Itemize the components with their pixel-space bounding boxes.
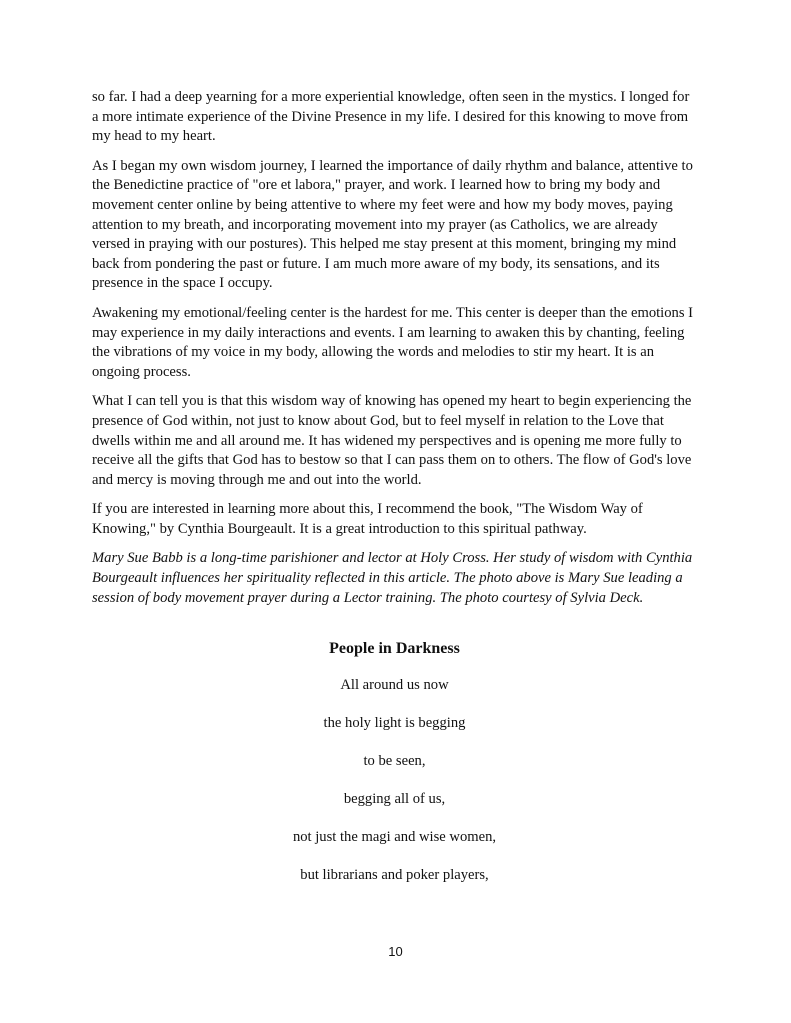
poem-line: the holy light is begging — [323, 715, 466, 732]
poem-line: but librarians and poker players, — [300, 867, 489, 884]
poem-title: People in Darkness — [329, 640, 460, 658]
article-paragraph-5: If you are interested in learning more about this, I recommend the book, "The Wisdom Way of Knowing," by Cynthia Bourgeault. It is a great introduction to this spiritual pathway. — [92, 501, 643, 537]
poem-line: begging all of us, — [343, 791, 446, 808]
poem-line: not just the magi and wise women, — [292, 829, 497, 846]
author-note: Mary Sue Babb is a long-time parishioner and lector at Holy Cross. Her study of wisdom with Cynthia Bourgeault influences her spirituality reflected in this article. The photo above is Mary Sue leading a session of body movement prayer during a Lector training. The photo courtesy of Sylvia Deck. — [92, 550, 693, 606]
poem-line: All around us now — [340, 677, 449, 694]
article-paragraph-2: As I began my own wisdom journey, I learned the importance of daily rhythm and balance, attentive to the Benedictine practice of "ore et labora," prayer, and work. I learned how to bring my body and movement center online by being attentive to where my feet were and how my body moves, paying attention to my breath, and incorporating movement into my prayer (as Catholics, we are already versed in praying with our postures). This helped me stay present at this moment, bringing my mind back from pondering the past or future. I am much more aware of my body, its sensations, and its presence in the space I occupy. — [92, 157, 693, 292]
page-number: 10 — [388, 944, 403, 959]
article-paragraph-1: so far. I had a deep yearning for a more experiential knowledge, often seen in the mystics. I longed for a more intimate experience of the Divine Presence in my life. I desired for this knowing to move from my head to my heart. — [92, 89, 690, 145]
article-paragraph-4: What I can tell you is that this wisdom way of knowing has opened my heart to begin experiencing the presence of God within, not just to know about God, but to feel myself in relation to the Love that dwells within me and all around me. It has widened my perspectives and is opening me more fully to receive all the gifts that God has to bestow so that I can pass them on to others. The flow of God's love and mercy is moving through me and out into the world. — [92, 393, 692, 488]
article-paragraph-3: Awakening my emotional/feeling center is the hardest for me. This center is deeper than the emotions I may experience in my daily interactions and events. I am learning to awaken this by chanting, feeling the vibrations of my voice in my body, allowing the words and melodies to stir my heart. It is an ongoing process. — [92, 304, 694, 380]
poem-line: to be seen, — [363, 753, 426, 770]
page-content — [92, 88, 697, 904]
poem-body — [92, 676, 697, 885]
